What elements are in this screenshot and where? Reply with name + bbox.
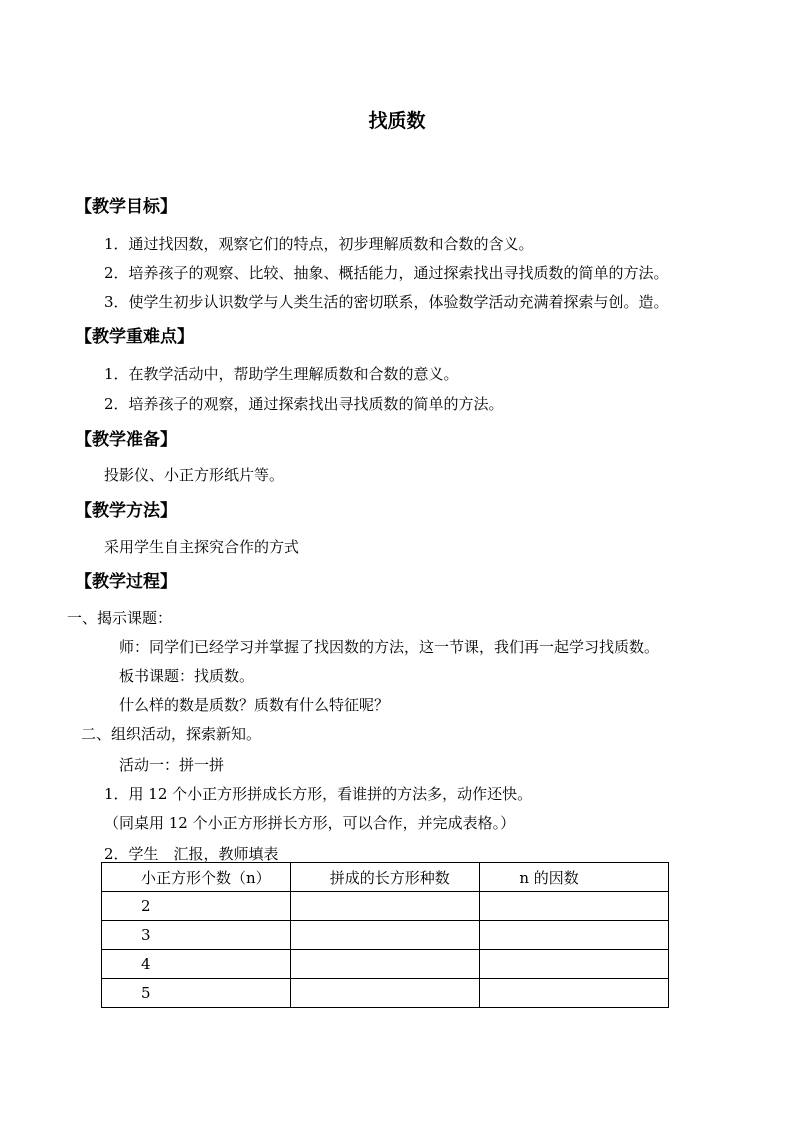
factor-table [101, 862, 669, 1008]
table-header-cell: n 的因数 [480, 863, 669, 892]
goals-item-3: 3．使学生初步认识数学与人类生活的密切联系，体验数学活动充满着探索与创。造。 [104, 293, 669, 311]
table-header-cell: 拼成的长方形种数 [290, 863, 480, 892]
goals-item-2: 2．培养孩子的观察、比较、抽象、概括能力，通过探索找出寻找质数的简单的方法。 [104, 264, 669, 282]
table-header-row [102, 863, 669, 892]
table-cell [480, 892, 669, 921]
table-cell [290, 950, 480, 979]
key-points-item-1: 1．在教学活动中，帮助学生理解质数和合数的意义。 [104, 365, 459, 383]
preparation-heading: 【教学准备】 [75, 430, 177, 450]
goals-item-1: 1．通过找因数，观察它们的特点，初步理解质数和合数的含义。 [104, 235, 534, 253]
table-cell [290, 921, 480, 950]
part1-line-1: 师：同学们已经学习并掌握了找因数的方法，这一节课，我们再一起学习找质数。 [119, 638, 660, 656]
process-heading: 【教学过程】 [75, 572, 177, 592]
step-2: 2．学生 汇报，教师填表 [104, 845, 279, 863]
method-text: 采用学生自主探究合作的方式 [104, 538, 300, 556]
table-row [102, 979, 669, 1008]
table-cell [480, 950, 669, 979]
step-1: 1．用 12 个小正方形拼成长方形，看谁拼的方法多，动作还快。 [104, 785, 533, 803]
table-cell [290, 892, 480, 921]
key-points-heading: 【教学重难点】 [75, 327, 194, 347]
page-title: 找质数 [368, 110, 426, 132]
table-cell: 3 [102, 921, 291, 950]
part1-line-3: 什么样的数是质数？质数有什么特征呢？ [119, 696, 390, 714]
preparation-text: 投影仪、小正方形纸片等。 [104, 466, 285, 484]
table-cell [480, 979, 669, 1008]
part1-line-2: 板书课题：找质数。 [119, 667, 255, 685]
method-heading: 【教学方法】 [75, 501, 177, 521]
table-row [102, 950, 669, 979]
table-row [102, 892, 669, 921]
activity-label: 活动一：拼一拼 [119, 756, 225, 774]
goals-heading: 【教学目标】 [75, 197, 177, 217]
step-1-note: （同桌用 12 个小正方形拼长方形，可以合作，并完成表格。） [104, 814, 516, 832]
table-cell [480, 921, 669, 950]
table-cell: 4 [102, 950, 291, 979]
table-cell: 5 [102, 979, 291, 1008]
table-cell [290, 979, 480, 1008]
table-cell: 2 [102, 892, 291, 921]
key-points-item-2: 2．培养孩子的观察，通过探索找出寻找质数的简单的方法。 [104, 395, 504, 413]
part1-title: 一、揭示课题： [67, 609, 173, 627]
table-header-cell: 小正方形个数（n） [102, 863, 291, 892]
part2-title: 二、组织活动，探索新知。 [81, 725, 262, 743]
table-row [102, 921, 669, 950]
